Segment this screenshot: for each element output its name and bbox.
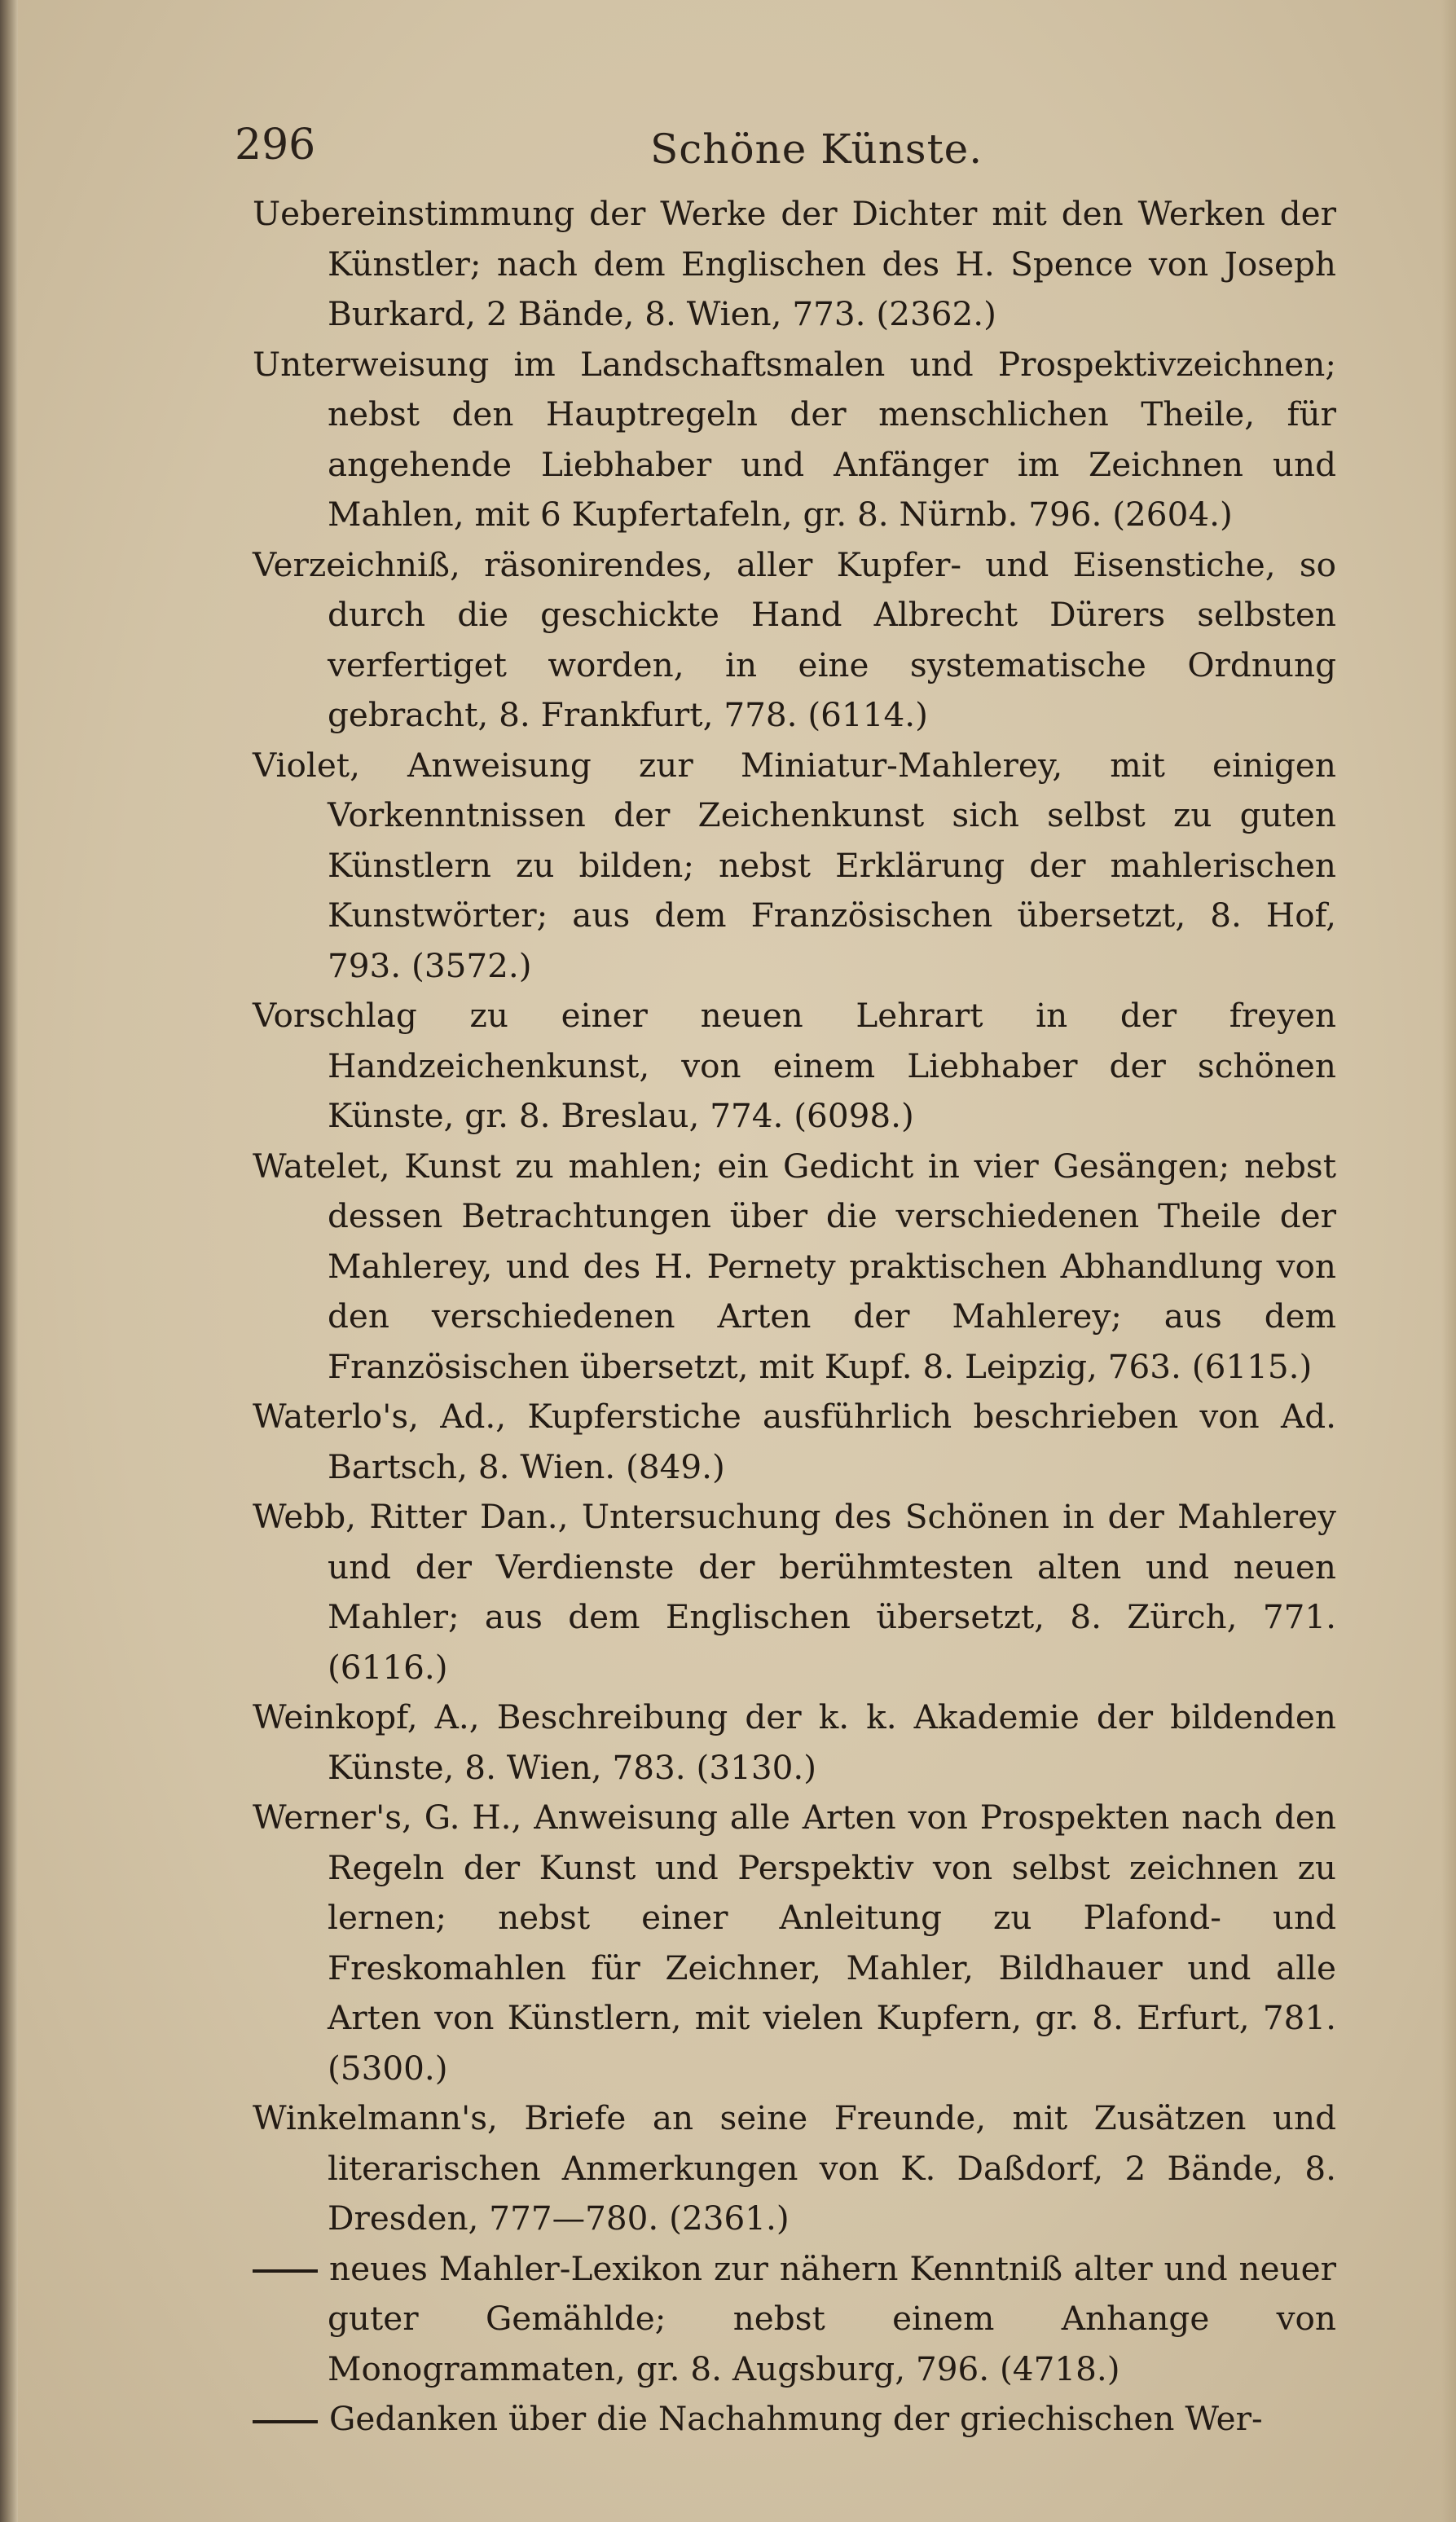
entry-text: Werner's, G. H., Anweisung alle Arten von Prospekten nach den Regeln der Kunst und Perspektiv von selbst zeichnen zu lernen; nebst einer Anleitung zu Plafond- und Freskomahlen für Zeichner, Mahler, Bildhauer und alle Arten von Künstlern, mit vielen Kupfern, gr. 8. Erfurt, 781. (5300.) [253, 1798, 1336, 2088]
bibliography-list [253, 189, 1336, 2445]
bibliography-entry [253, 189, 1336, 340]
entry-text: Unterweisung im Landschaftsmalen und Prospektivzeichnen; nebst den Hauptregeln der menschlichen Theile, für angehende Liebhaber und Anfänger im Zeichnen und Mahlen, mit 6 Kupfertafeln, gr. 8. Nürnb. 796. (2604.) [253, 344, 1336, 534]
entry-text: Weinkopf, A., Beschreibung der k. k. Akademie der bildenden Künste, 8. Wien, 783. (3130.) [253, 1697, 1336, 1787]
running-title: Schöne Künste. [650, 125, 983, 173]
entry-text: Uebereinstimmung der Werke der Dichter mit den Werken der Künstler; nach dem Englischen des H. Spence von Joseph Burkard, 2 Bände, 8. Wien, 773. (2362.) [253, 194, 1336, 333]
entry-text: neues Mahler-Lexikon zur nähern Kenntniß alter und neuer guter Gemählde; nebst einem Anhange von Monogrammaten, gr. 8. Augsburg, 796. (4718.) [328, 2248, 1336, 2388]
bibliography-entry [253, 2093, 1336, 2244]
page-header [235, 121, 1335, 186]
bibliography-entry-continuation [253, 2394, 1336, 2445]
entry-text: Violet, Anweisung zur Miniatur-Mahlerey, mit einigen Vorkenntnissen der Zeichenkunst sich selbst zu guten Künstlern zu bilden; nebst Erklärung der mahlerischen Kunstwörter; aus dem Französischen übersetzt, 8. Hof, 793. (3572.) [253, 745, 1336, 985]
bibliography-entry [253, 540, 1336, 741]
bibliography-entry [253, 1793, 1336, 2093]
entry-text: Gedanken über die Nachahmung der griechischen Wer- [329, 2399, 1263, 2438]
bibliography-entry [253, 340, 1336, 540]
bibliography-entry-continuation [253, 2244, 1336, 2395]
page-edge-shadow [1441, 0, 1456, 2522]
ditto-dash [253, 2420, 318, 2423]
entry-text: Winkelmann's, Briefe an seine Freunde, mit Zusätzen und literarischen Anmerkungen von K. Daßdorf, 2 Bände, 8. Dresden, 777—780. (2361.) [253, 2098, 1336, 2238]
bibliography-entry [253, 1392, 1336, 1492]
bibliography-entry [253, 1492, 1336, 1692]
bibliography-entry [253, 1692, 1336, 1793]
ditto-dash [253, 2269, 318, 2273]
entry-text: Vorschlag zu einer neuen Lehrart in der freyen Handzeichenkunst, von einem Liebhaber der schönen Künste, gr. 8. Breslau, 774. (6098.) [253, 996, 1336, 1135]
entry-text: Verzeichniß, räsonirendes, aller Kupfer- und Eisenstiche, so durch die geschickte Hand Albrecht Dürers selbsten verfertiget worden, in eine systematische Ordnung gebracht, 8. Frankfurt, 778. (6114.) [253, 544, 1336, 734]
page-number: 296 [235, 121, 316, 169]
entry-text: Watelet, Kunst zu mahlen; ein Gedicht in vier Gesängen; nebst dessen Betrachtungen über die verschiedenen Theile der Mahlerey, und des H. Pernety praktischen Abhandlung von den verschiedenen Arten der Mahlerey; aus dem Französischen übersetzt, mit Kupf. 8. Leipzig, 763. (6115.) [253, 1146, 1336, 1386]
bibliography-entry [253, 1142, 1336, 1393]
bibliography-entry [253, 741, 1336, 992]
entry-text: Webb, Ritter Dan., Untersuchung des Schönen in der Mahlerey und der Verdienste der berühmtesten alten und neuen Mahler; aus dem Englischen übersetzt, 8. Zürch, 771. (6116.) [253, 1497, 1336, 1687]
binding-gutter [0, 0, 18, 2522]
bibliography-entry [253, 991, 1336, 1142]
entry-text: Waterlo's, Ad., Kupferstiche ausführlich beschrieben von Ad. Bartsch, 8. Wien. (849.) [253, 1397, 1336, 1486]
